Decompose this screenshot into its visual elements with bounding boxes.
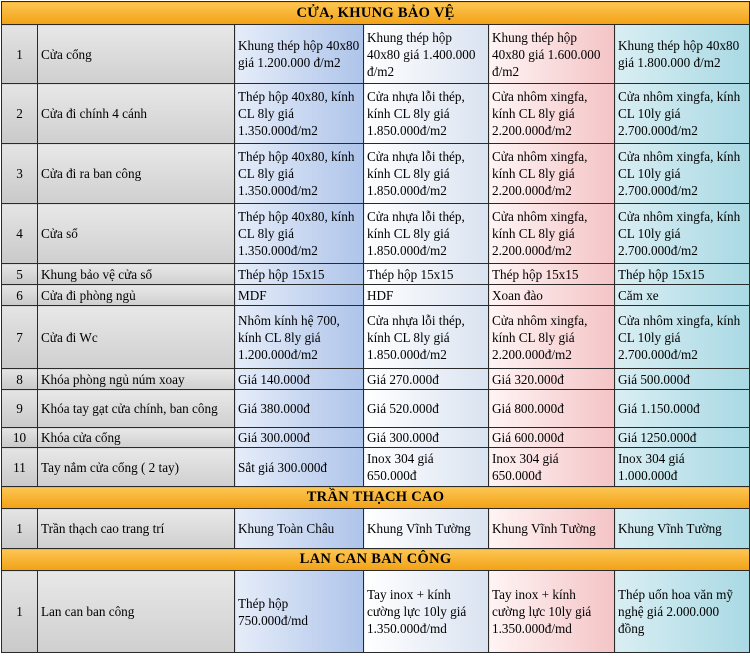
option-3: Giá 800.000đ bbox=[489, 390, 615, 428]
option-2: Inox 304 giá 650.000đ bbox=[364, 448, 489, 487]
table-row bbox=[2, 306, 750, 369]
option-4: Khung Vĩnh Tường bbox=[615, 509, 750, 549]
option-2: Cửa nhựa lỗi thép, kính CL 8ly giá 1.850.000đ/m2 bbox=[364, 144, 489, 204]
row-number: 1 bbox=[2, 509, 38, 549]
row-number: 4 bbox=[2, 204, 38, 264]
item-name: Cửa đi chính 4 cánh bbox=[38, 84, 235, 144]
option-3: Khung thép hộp 40x80 giá 1.600.000 đ/m2 bbox=[489, 25, 615, 84]
option-2: Giá 520.000đ bbox=[364, 390, 489, 428]
row-number: 5 bbox=[2, 264, 38, 285]
option-3: Giá 320.000đ bbox=[489, 369, 615, 390]
row-number: 7 bbox=[2, 306, 38, 369]
section-title: TRẦN THẠCH CAO bbox=[2, 487, 750, 509]
price-table bbox=[1, 1, 750, 653]
item-name: Khung bảo vệ cửa sổ bbox=[38, 264, 235, 285]
option-2: Cửa nhựa lỗi thép, kính CL 8ly giá 1.850.000đ/m2 bbox=[364, 204, 489, 264]
item-name: Trần thạch cao trang trí bbox=[38, 509, 235, 549]
option-3: Cửa nhôm xingfa, kính CL 8ly giá 2.200.000đ/m2 bbox=[489, 204, 615, 264]
row-number: 3 bbox=[2, 144, 38, 204]
option-3: Tay inox + kính cường lực 10ly giá 1.350.000đ/md bbox=[489, 571, 615, 653]
item-name: Cửa đi ra ban công bbox=[38, 144, 235, 204]
option-2: Giá 300.000đ bbox=[364, 428, 489, 448]
section-header-ceiling bbox=[2, 487, 750, 509]
row-number: 1 bbox=[2, 25, 38, 84]
option-4: Thép hộp 15x15 bbox=[615, 264, 750, 285]
item-name: Cửa đi phòng ngủ bbox=[38, 285, 235, 306]
option-3: Thép hộp 15x15 bbox=[489, 264, 615, 285]
option-3: Xoan đào bbox=[489, 285, 615, 306]
option-2: Giá 270.000đ bbox=[364, 369, 489, 390]
table-row bbox=[2, 204, 750, 264]
option-1: Khung Toàn Châu bbox=[235, 509, 364, 549]
option-4: Cửa nhôm xingfa, kính CL 10ly giá 2.700.000đ/m2 bbox=[615, 306, 750, 369]
table-row bbox=[2, 144, 750, 204]
option-4: Giá 1.150.000đ bbox=[615, 390, 750, 428]
row-number: 10 bbox=[2, 428, 38, 448]
option-1: Thép hộp 15x15 bbox=[235, 264, 364, 285]
option-3: Khung Vĩnh Tường bbox=[489, 509, 615, 549]
option-4: Khung thép hộp 40x80 giá 1.800.000 đ/m2 bbox=[615, 25, 750, 84]
row-number: 1 bbox=[2, 571, 38, 653]
option-2: Thép hộp 15x15 bbox=[364, 264, 489, 285]
option-3: Cửa nhôm xingfa, kính CL 8ly giá 2.200.000đ/m2 bbox=[489, 84, 615, 144]
item-name: Tay nắm cửa cổng ( 2 tay) bbox=[38, 448, 235, 487]
option-4: Giá 1250.000đ bbox=[615, 428, 750, 448]
option-2: Cửa nhựa lỗi thép, kính CL 8ly giá 1.850.000đ/m2 bbox=[364, 306, 489, 369]
option-4: Cửa nhôm xingfa, kính CL 10ly giá 2.700.000đ/m2 bbox=[615, 84, 750, 144]
item-name: Khóa cửa cổng bbox=[38, 428, 235, 448]
table-row bbox=[2, 264, 750, 285]
option-3: Cửa nhôm xingfa, kính CL 8ly giá 2.200.000đ/m2 bbox=[489, 144, 615, 204]
section-header-doors bbox=[2, 2, 750, 25]
table-row bbox=[2, 25, 750, 84]
row-number: 8 bbox=[2, 369, 38, 390]
item-name: Khóa tay gạt cửa chính, ban công bbox=[38, 390, 235, 428]
item-name: Lan can ban công bbox=[38, 571, 235, 653]
table-row bbox=[2, 285, 750, 306]
option-2: HDF bbox=[364, 285, 489, 306]
option-3: Giá 600.000đ bbox=[489, 428, 615, 448]
table-row bbox=[2, 448, 750, 487]
row-number: 6 bbox=[2, 285, 38, 306]
option-2: Cửa nhựa lỗi thép, kính CL 8ly giá 1.850.000đ/m2 bbox=[364, 84, 489, 144]
option-1: Thép hộp 40x80, kính CL 8ly giá 1.350.000đ/m2 bbox=[235, 204, 364, 264]
option-3: Cửa nhôm xingfa, kính CL 8ly giá 2.200.000đ/m2 bbox=[489, 306, 615, 369]
option-1: Sắt giá 300.000đ bbox=[235, 448, 364, 487]
option-1: Thép hộp 40x80, kính CL 8ly giá 1.350.000đ/m2 bbox=[235, 144, 364, 204]
option-1: Khung thép hộp 40x80 giá 1.200.000 đ/m2 bbox=[235, 25, 364, 84]
option-1: Thép hộp 750.000đ/md bbox=[235, 571, 364, 653]
price-table-body bbox=[2, 2, 750, 653]
row-number: 11 bbox=[2, 448, 38, 487]
item-name: Khóa phòng ngủ núm xoay bbox=[38, 369, 235, 390]
option-4: Inox 304 giá 1.000.000đ bbox=[615, 448, 750, 487]
option-1: Giá 380.000đ bbox=[235, 390, 364, 428]
table-row bbox=[2, 84, 750, 144]
section-title: CỬA, KHUNG BẢO VỆ bbox=[2, 2, 750, 25]
option-1: MDF bbox=[235, 285, 364, 306]
table-row bbox=[2, 509, 750, 549]
option-1: Giá 300.000đ bbox=[235, 428, 364, 448]
row-number: 9 bbox=[2, 390, 38, 428]
row-number: 2 bbox=[2, 84, 38, 144]
section-header-railing bbox=[2, 549, 750, 571]
option-1: Thép hộp 40x80, kính CL 8ly giá 1.350.000đ/m2 bbox=[235, 84, 364, 144]
item-name: Cửa đi Wc bbox=[38, 306, 235, 369]
option-2: Tay inox + kính cường lực 10ly giá 1.350.000đ/md bbox=[364, 571, 489, 653]
option-2: Khung Vĩnh Tường bbox=[364, 509, 489, 549]
option-3: Inox 304 giá 650.000đ bbox=[489, 448, 615, 487]
table-row bbox=[2, 571, 750, 653]
option-2: Khung thép hộp 40x80 giá 1.400.000 đ/m2 bbox=[364, 25, 489, 84]
section-title: LAN CAN BAN CÔNG bbox=[2, 549, 750, 571]
item-name: Cửa sổ bbox=[38, 204, 235, 264]
table-row bbox=[2, 369, 750, 390]
option-4: Cửa nhôm xingfa, kính CL 10ly giá 2.700.000đ/m2 bbox=[615, 144, 750, 204]
table-row bbox=[2, 390, 750, 428]
option-1: Giá 140.000đ bbox=[235, 369, 364, 390]
option-4: Giá 500.000đ bbox=[615, 369, 750, 390]
option-1: Nhôm kính hệ 700, kính CL 8ly giá 1.200.000đ/m2 bbox=[235, 306, 364, 369]
option-4: Cửa nhôm xingfa, kính CL 10ly giá 2.700.000đ/m2 bbox=[615, 204, 750, 264]
option-4: Căm xe bbox=[615, 285, 750, 306]
option-4: Thép uốn hoa văn mỹ nghệ giá 2.000.000 đồng bbox=[615, 571, 750, 653]
table-row bbox=[2, 428, 750, 448]
item-name: Cửa cổng bbox=[38, 25, 235, 84]
